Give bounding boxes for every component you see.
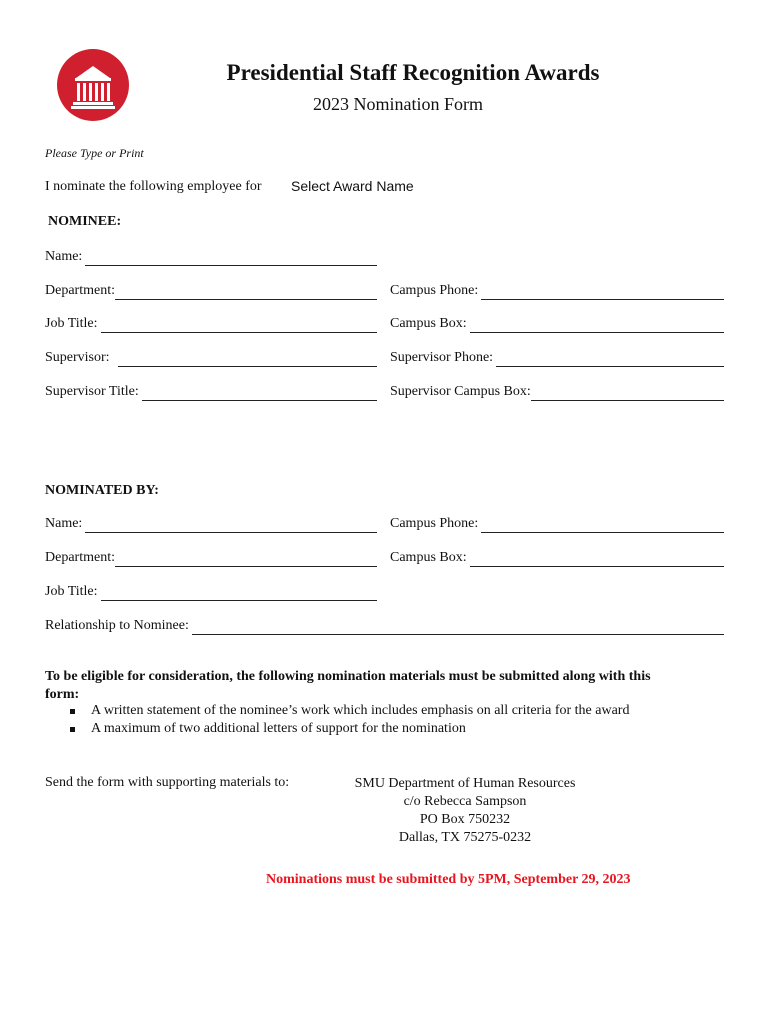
address-line: Dallas, TX 75275-0232 <box>398 830 532 845</box>
award-select[interactable]: Select Award Name <box>291 178 414 194</box>
requirement-item <box>70 721 466 737</box>
send-to-label: Send the form with supporting materials to: <box>45 775 290 790</box>
nominee-supervisor-phone-field[interactable] <box>390 349 724 367</box>
nominee-job-title-input[interactable] <box>101 318 377 333</box>
award-line-prefix: I nominate the following employee for <box>45 179 262 194</box>
nominator-department-label: Department: <box>45 550 115 565</box>
nominee-department-label: Department: <box>45 283 115 298</box>
nominee-name-input[interactable] <box>85 251 377 266</box>
instructions-text: Please Type or Print <box>45 146 144 160</box>
nominator-campus-box-input[interactable] <box>470 552 724 567</box>
nominee-job-title-field[interactable] <box>45 315 377 333</box>
bullet-square-icon <box>70 727 75 732</box>
nominee-campus-phone-field[interactable] <box>390 282 724 300</box>
nominator-name-field[interactable] <box>45 515 377 533</box>
page-subtitle: 2023 Nomination Form <box>313 94 483 114</box>
page-title: Presidential Staff Recognition Awards <box>226 60 600 85</box>
nominator-campus-phone-input[interactable] <box>481 518 724 533</box>
nominator-name-input[interactable] <box>85 518 377 533</box>
nominator-job-title-input[interactable] <box>101 586 377 601</box>
nominee-supervisor-campus-box-label: Supervisor Campus Box: <box>390 384 531 399</box>
nominator-heading: NOMINATED BY: <box>45 483 159 498</box>
nominee-campus-phone-label: Campus Phone: <box>390 283 479 298</box>
nominee-supervisor-field[interactable] <box>45 349 377 367</box>
nominee-department-input[interactable] <box>115 285 377 300</box>
nominee-supervisor-phone-input[interactable] <box>496 352 724 367</box>
nominator-campus-box-label: Campus Box: <box>390 550 467 565</box>
address-line: PO Box 750232 <box>419 812 511 827</box>
nominator-campus-phone-field[interactable] <box>390 515 724 533</box>
address-line: SMU Department of Human Resources <box>354 776 576 791</box>
nominator-department-field[interactable] <box>45 549 377 567</box>
relationship-input[interactable] <box>192 620 724 635</box>
relationship-field[interactable] <box>45 617 724 635</box>
nominee-supervisor-title-label: Supervisor Title: <box>45 384 139 399</box>
nominee-campus-box-input[interactable] <box>470 318 724 333</box>
relationship-label: Relationship to Nominee: <box>45 618 189 633</box>
requirements-intro: To be eligible for consideration, the following nomination materials must be submitted along with this <box>45 669 651 684</box>
nominee-campus-box-label: Campus Box: <box>390 316 467 331</box>
bullet-square-icon <box>70 709 75 714</box>
nominee-supervisor-campus-box-field[interactable] <box>390 383 724 401</box>
nominee-department-field[interactable] <box>45 282 377 300</box>
nominee-supervisor-phone-label: Supervisor Phone: <box>390 350 494 365</box>
requirement-item-text: A maximum of two additional letters of support for the nomination <box>91 721 466 736</box>
nominee-supervisor-title-field[interactable] <box>45 383 377 401</box>
nominee-supervisor-title-input[interactable] <box>142 386 377 401</box>
requirement-item <box>70 703 629 719</box>
nominee-campus-phone-input[interactable] <box>481 285 724 300</box>
nominator-job-title-label: Job Title: <box>45 584 98 599</box>
requirements-intro-cont: form: <box>45 687 80 702</box>
nominator-name-label: Name: <box>45 516 83 531</box>
mailing-address <box>320 775 610 847</box>
nominee-name-field[interactable] <box>45 248 377 266</box>
nominee-supervisor-label: Supervisor: <box>45 350 110 365</box>
nominator-campus-phone-label: Campus Phone: <box>390 516 479 531</box>
nominator-campus-box-field[interactable] <box>390 549 724 567</box>
nominator-job-title-field[interactable] <box>45 583 377 601</box>
deadline-notice: Nominations must be submitted by 5PM, September 29, 2023 <box>266 872 631 887</box>
nominator-department-input[interactable] <box>115 552 377 567</box>
nominee-job-title-label: Job Title: <box>45 316 98 331</box>
nominee-heading: NOMINEE: <box>48 214 122 229</box>
nominee-name-label: Name: <box>45 249 83 264</box>
nominee-supervisor-input[interactable] <box>118 352 377 367</box>
requirement-item-text: A written statement of the nominee’s work which includes emphasis on all criteria for the award <box>91 703 630 718</box>
nominee-supervisor-campus-box-input[interactable] <box>531 386 724 401</box>
nominee-campus-box-field[interactable] <box>390 315 724 333</box>
address-line: c/o Rebecca Sampson <box>403 794 527 809</box>
